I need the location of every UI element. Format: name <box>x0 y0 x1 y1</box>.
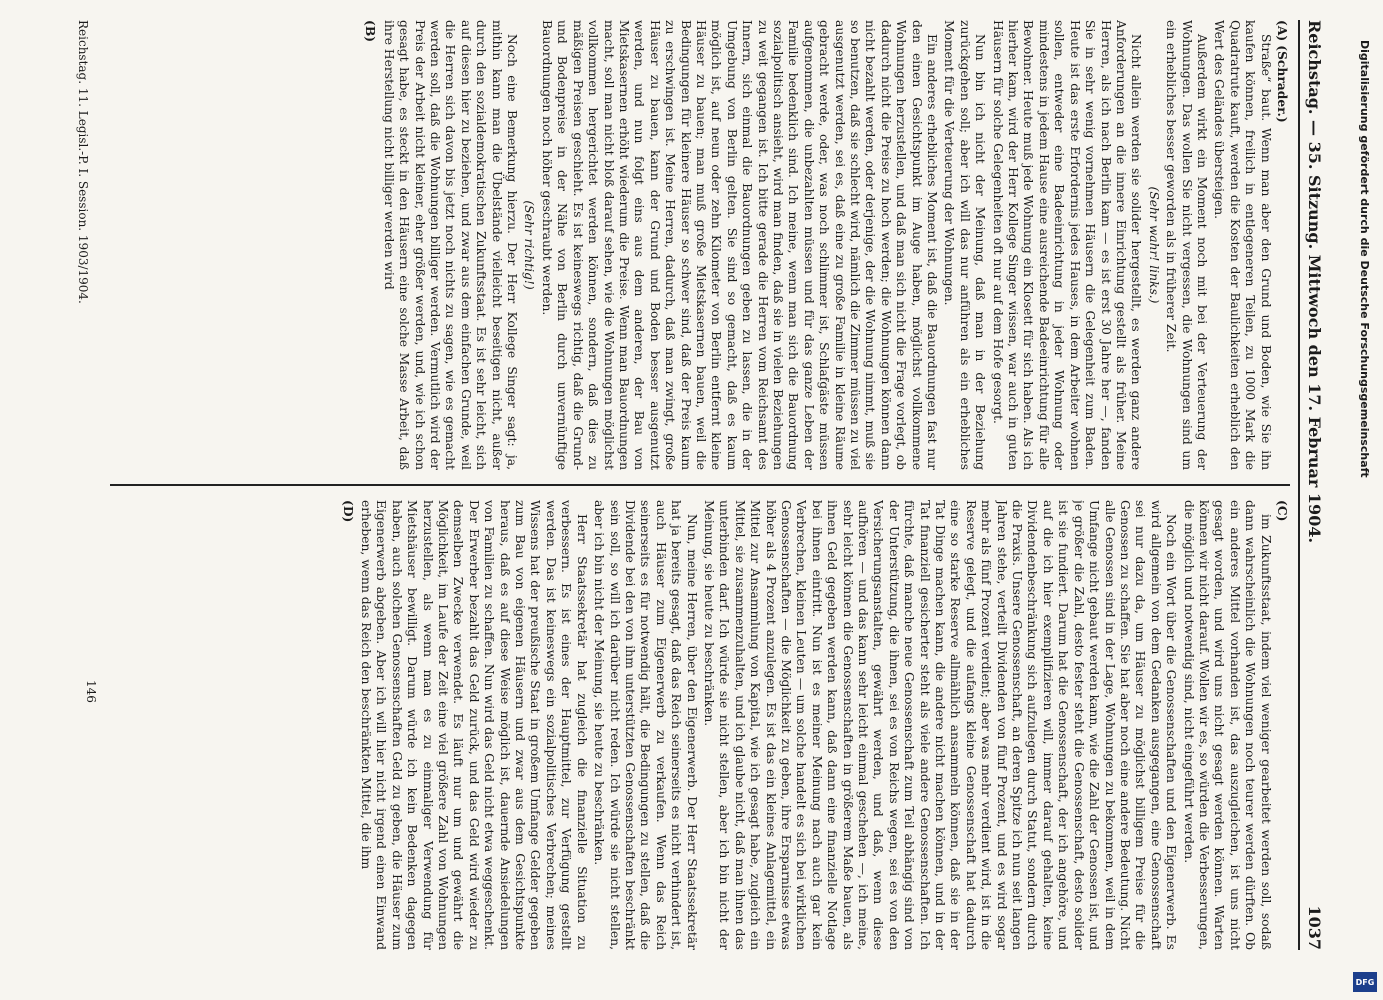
paragraph: Straße“ baut. Wenn man aber den Grund und Boden, wie Sie ihn kaufen können, freilich in entlegeneren Teilen, zu 1000 Mark die Quadratrute kauft, werden die Kosten der Baulichkeiten erheblich den Wert des Geländes übersteigen. <box>1212 20 1273 470</box>
paragraph: Noch eine Bemerkung hierzu. Der Herr Kollege Singer sagt: ja, mithin kann man die Übelstände vielleicht beseitigen nicht, außer durch den sozialdemokratischen Zukunftsstaat. Es ist sehr leicht, sich auf diesen hier zu beziehen, und zwar aus dem einfachen Grunde, weil die Herren sich davon bis jetzt noch nichts zu sagen, wie es gemacht werden soll, daß die Wohnungen billiger werden. Vermutlich wird der Preis der Arbeit nicht kleiner, eher größer werden, und, wie ich schon gesagt habe, es steckt in den Häusern eine solche Masse Arbeit, daß ihre Herstellung nicht billiger werden wird <box>381 20 520 470</box>
credit-text: Digitalisierung gefördert durch die Deutsche Forschungsgemeinschaft <box>1358 40 1371 478</box>
footer-session: Reichstag. 11. Legisl.-P. I. Session. 1903/1904. <box>76 20 90 304</box>
speaker-name: (Schrader.) <box>1275 45 1290 123</box>
column-divider <box>110 484 1290 486</box>
text-columns <box>110 20 1290 950</box>
margin-marker-b: (B) <box>363 20 379 43</box>
digitization-credit <box>1349 40 1379 970</box>
margin-marker-a: (A) <box>1275 20 1290 42</box>
paragraph: Herr Staatssekretär hat zugleich die finanzielle Situation zu verbessern. Es ist eines der Hauptmittel, zur Verfügung gestellt werden. Das ist keineswegs ein sozialpolitisches Verbrechen; meines Wissens hat der preußische Staat in großem Umfange Gelder gegeben zum Bau von eigenen Häusern und zwar aus dem Gesichtspunkte heraus, daß es auf diese Weise möglich ist, dauernde Ansiedelungen von Familien zu schaffen. Nun wird das Geld nicht etwa weggeschenkt. Der Erwerber bezahlt das Geld zurück, und das Geld wird wieder zu demselben Zwecke verwendet. Es läuft nur um und gewährt die Möglichkeit, im Laufe der Zeit eine viel größere Zahl von Wohnungen herzustellen, als wenn man es zu einmaliger Verwendung für Mietshäuser bewilligt. Darum würde ich kein Bedenken dagegen haben, auch solchen Genossenschaften Geld zu geben, die Häuser zum Eigenerwerb abgeben. Aber ich will hier nicht irgend einen Einwand erheben, wenn das Reich den beschränkten Mittel, die ihm <box>359 500 589 950</box>
rotated-sheet <box>50 20 1330 950</box>
margin-marker-c: (C) <box>1275 500 1290 522</box>
paragraph: Ein anderes erhebliches Moment ist, daß die Bauordnungen fast nur den einen Gesichtspunkt im Auge haben, möglichst vollkommene Wohnungen herzustellen, und daß man sich nicht die Frage vorlegt, ob dadurch nicht die Preise zu hoch werden; die Wohnungen können dann nicht bezahlt werden, oder derjenige, der die Wohnung nimmt, muß sie so benutzen, daß sie schlecht wird, nämlich die Zimmer müssen zu viel ausgenutzt werden, sei es, daß eine zu große Familie in kleine Räume gebracht werde, oder, was noch schlimmer ist, Schlafgäste müssen aufgenommen, die unbezahlten müssen und für das ganze Leben der Familie bedenklich sind. Ich meine, wenn man sich die Bauordnung sozialpolitisch ansieht, wird man finden, daß sie in vielen Beziehungen zu weit gegangen ist. Ich bitte gerade die Herren vom Reichsamt des Innern, sich einmal die Bauordnungen geben zu lassen, die in der Umgebung von Berlin gelten. Sie sind so gemacht, daß es kaum möglich ist, auf neun oder zehn Kilometer von Berlin entfernt kleine Häuser zu bauen; man muß große Mietskasernen bauen, weil die Bedingungen für kleinere Häuser so schwer sind, daß der Preis kaum zu erschwingen ist. Meine Herren, dadurch, daß man zwingt, große Häuser zu bauen, kann der Grund und Boden besser ausgenutzt werden, und nun folgt eins aus dem anderen, der Bau von Mietskasernen erhöht wiederum die Preise. Wenn man Bauordnungen macht, soll man nicht bloß darauf sehen, wie die Wohnungen möglichst vollkommen hergerichtet werden können, sondern, daß dies zu mäßigen Preisen geschieht. Es ist keineswegs richtig, daß die Grund- und Bodenpreise in der Nähe von Berlin durch unvernünftige Bauordnungen noch höher geschraubt werden. <box>539 20 940 470</box>
interjection: (Sehr wahr! links.) <box>1146 186 1161 304</box>
page-title: Reichstag. — 35. Sitzung. Mittwoch den 17. Februar 1904. <box>1305 20 1325 544</box>
margin-marker-d: (D) <box>340 500 356 523</box>
left-column <box>110 20 1290 470</box>
paragraph: Nicht allein werden sie solider hergestellt, es werden ganz andere Anforderungen an die innere Einrichtung gestellt als früher. Meine Herren, als ich nach Berlin kam — es ist erst 30 Jahre her —, fanden Sie in sehr wenig vornehmen Häusern die Gelegenheit zum Baden. Heute ist das erste Erfordernis jedes Hauses, in dem Arbeiter wohnen sollen, entweder eine Badeeinrichtung in jeder Wohnung oder mindestens in jedem Hause eine ausreichende Badeeinrichtung für alle Bewohner. Heute muß jede Wohnung ein Klosett für sich haben. Als ich hierher kam, wird der Herr Kollege Singer wissen, war auch in guten Häusern für solche Gelegenheiten oft nur auf dem Hofe gesorgt. <box>990 20 1144 470</box>
page-header <box>1298 20 1330 950</box>
dfg-logo-icon: DFG <box>1353 972 1377 992</box>
page-signature: 146 <box>84 680 98 703</box>
paragraph: Noch ein Wort über die Genossenschaften und den Eigenerwerb. Es wird allgemein von dem Gedanken ausgegangen, eine Genossenschaft sei nur dazu da, um Häuser zu möglichst billigem Preise für die Genossen zu schaffen. Sie hat aber noch eine andere Bedeutung. Nicht alle Genossen sind in der Lage, Wohnungen zu bekommen, weil in dem Umfange nicht gebaut werden kann, wie die Zahl der Genossen ist, und je größer die Zahl, desto fester steht die Genossenschaft, desto solider ist sie fundiert. Darum hat die Genossenschaft, der ich angehöre, und auf die ich hier exemplifizieren will, immer darauf gehalten, keine Dividendenbeschränkung sich aufzulegen durch Statut, sondern durch die Praxis. Unsere Genossenschaft, an deren Spitze ich nun seit langen Jahren stehe, verteilt Dividenden von fünf Prozent, und es wird sogar mehr als fünf Prozent verdient; aber was mehr verdient wird, ist in die Reserve gelegt, und die aufangs kleine Genossenschaft hat dadurch eine so starke Reserve allmählich ansammeln können, daß sie in der Tat Dinge machen kann, die andere nicht machen können, und in der Tat finanziell gesicherter steht als viele andere Genossenschaften. Ich fürchte, daß manche neue Genossenschaft zum Teil abhängig sind von der Unterstützung, die ihnen, sei es von Reichs wegen, sei es von den Versicherungsanstalten, gewährt werden, und daß, wenn diese aufhören — und das kann sehr leicht einmal geschehen —, ich meine, sehr leicht können die Genossenschaften in größerem Maße bauen, als ihnen Geld gegeben werden kann, daß dann eine finanzielle Notlage bei ihnen eintritt. Nun ist es meiner Meinung nach auch gar kein Verbrechen, kleinen Leuten — um solche handelt es sich bei wirklichen Genossenschaften — die Möglichkeit zu geben, ihre Ersparnisse etwas höher als 4 Prozent anzulegen. Es ist das ein kleines Anlagemittel, ein Mittel zur Ansammlung von Kapital, wie ich gesagt habe, zugleich ein Mittel, sie zusammenzuhalten, und ich glaube nicht, daß man ihnen das unterbinden darf. Ich würde sie nicht stellen, aber ich bin nicht der Meinung, sie heute zu beschränken. <box>701 500 1179 950</box>
page-content <box>50 20 1330 950</box>
paragraph: Außerdem wirkt ein Moment noch mit bei der Verteuerung der Wohnungen. Das wollen Sie nicht vergessen, die Wohnungen sind um ein erhebliches besser geworden als in früherer Zeit. <box>1164 20 1209 470</box>
paragraph: im Zukunftsstaat, indem viel weniger gearbeitet werden soll, sodaß dann wahrscheinlich die Wohnungen noch teurer werden dürften. Ob ein anderes Mittel vorhanden ist, das auszugleichen, ist uns nicht gesagt worden, und wird uns nicht gesagt werden können. Warten können wir nicht darauf. Wollen wir es, so würden die Verbesserungen, die möglich und notwendig sind, nicht eingeführt werden. <box>1181 500 1273 950</box>
page-number: 1037 <box>1305 905 1325 950</box>
paragraph: Nun, meine Herren, über den Eigenerwerb. Der Herr Staatssekretär hat ja bereits gesagt, daß das Reich seinerseits es nicht verhindert ist, auch Häuser zum Eigenerwerb zu verkaufen. Wenn das Reich seinerseits es für notwendig hält, die Bedingungen zu stellen, daß die Dividende bei den von ihm unterstützten Genossenschaften beschränkt sein soll, so will ich darüber nicht reden. Ich würde sie nicht stellen, aber ich bin nicht der Meinung, sie heute zu beschränken. <box>592 500 699 950</box>
right-column <box>110 500 1290 950</box>
page-footer <box>68 20 98 950</box>
paragraph: Nun bin ich nicht der Meinung, daß man in der Beziehung zurückgehen soll; aber ich will das nur anführen als ein erhebliches Moment für die Verteuerung der Wohnungen. <box>942 20 988 470</box>
interjection: (Sehr richtig!) <box>522 200 537 290</box>
